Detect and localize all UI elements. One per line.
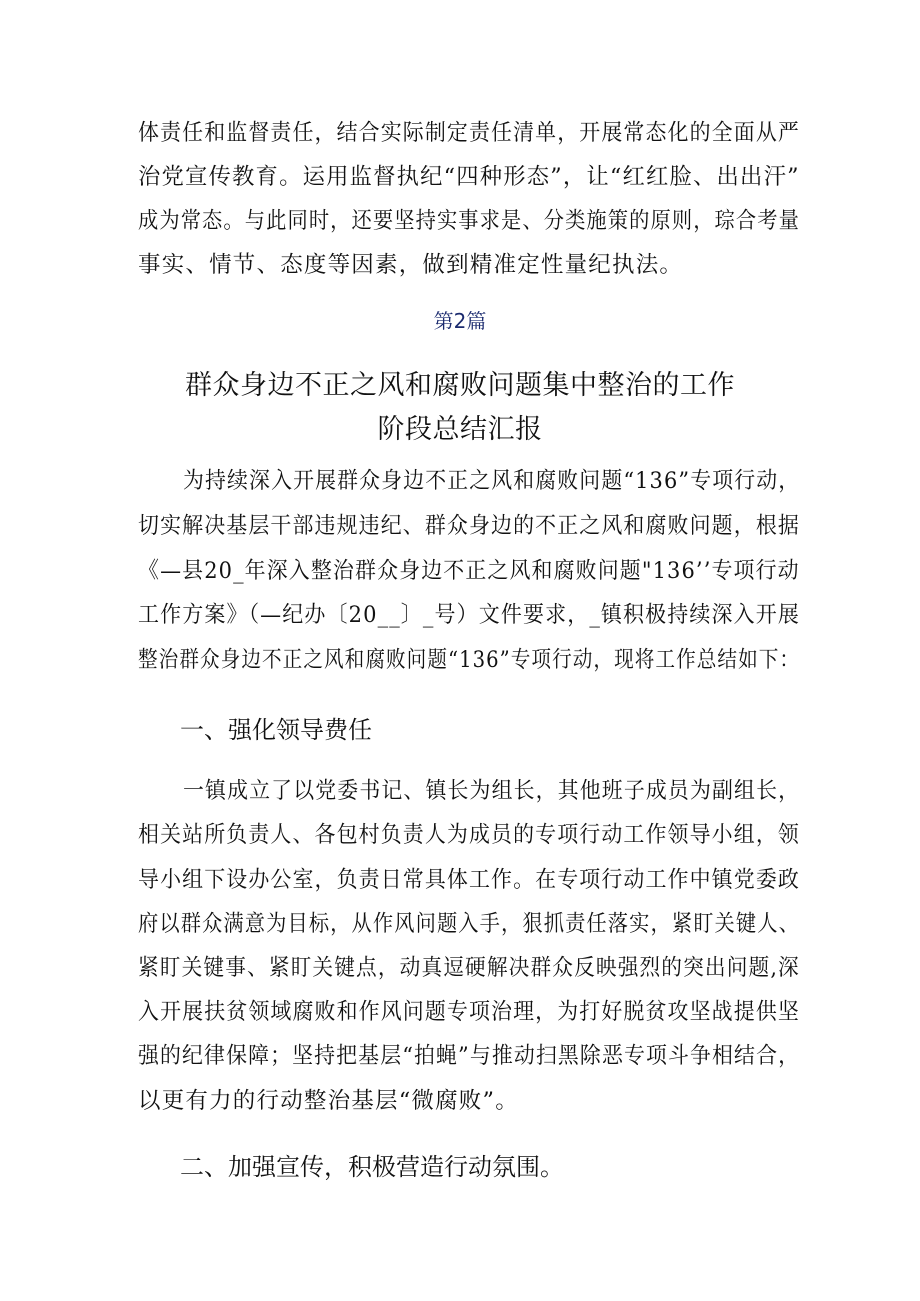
document-title-line-2: 阶段总结汇报 xyxy=(377,414,543,445)
paragraph1-line-5: 紧盯关键事、紧盯关键点，动真逗硬解决群众反映强烈的突出问题,深 xyxy=(138,955,800,981)
paragraph1-line-1: 一镇成立了以党委书记、镇长为组长，其他班子成员为副组长， xyxy=(183,778,801,804)
intro-paragraph-line-5: 整治群众身边不正之风和腐败问题“136”专项行动，现将工作总结如下： xyxy=(138,647,801,673)
top-paragraph-line-3: 成为常态。与此同时，还要坚持实事求是、分类施策的原则，琮合考量 xyxy=(138,208,800,234)
paragraph1-line-2: 相关站所负责人、各包村负责人为成员的专项行动工作领导小组，领 xyxy=(138,822,800,848)
top-paragraph-line-2: 治党宣传教育。运用监督执纪“四种形态”，让“红红脸、出出汗” xyxy=(138,164,800,190)
intro-paragraph-line-2: 切实解决基层干部违规违纪、群众身边的不正之风和腐败问题，根据 xyxy=(138,513,800,539)
intro-paragraph-line-1: 为持续深入开展群众身边不正之风和腐败问题“136”专项行动， xyxy=(183,468,801,494)
section-heading-2: 二、加强宣传，积极营造行动氛围。 xyxy=(180,1153,564,1181)
top-paragraph-line-4: 事实、情节、态度等因素，做到精准定性量纪执法。 xyxy=(138,252,684,278)
section-label: 第2篇 xyxy=(433,309,487,333)
top-paragraph-line-1: 体责任和监督责任，结合实际制定责任清单，开展常态化的全面从严 xyxy=(138,120,800,146)
intro-paragraph-line-4: 工作方案》（—纪办〔20__〕_号）文件要求，_镇积极持续深入开展 xyxy=(138,602,800,628)
paragraph1-line-7: 强的纪律保障；坚持把基层“拍蝇”与推动扫黑除恶专项斗争相结合， xyxy=(138,1043,801,1069)
paragraph1-line-8: 以更有力的行动整治基层“微腐败”。 xyxy=(138,1088,519,1114)
paragraph1-line-4: 府以群众满意为目标，从作风问题入手，狠抓责任落实，紧盯关键人、 xyxy=(138,911,800,937)
document-title-line-1: 群众身边不正之风和腐败问题集中整治的工作 xyxy=(185,370,735,401)
intro-paragraph-line-3: 《—县20_年深入整治群众身边不正之风和腐败问题"136’’专项行动 xyxy=(138,558,800,584)
paragraph1-line-6: 入开展扶贫领域腐败和作风问题专项治理，为打好脱贫攻坚战提供坚 xyxy=(138,999,800,1025)
section-heading-1: 一、强化领导费任 xyxy=(180,716,372,744)
paragraph1-line-3: 导小组下设办公室，负责日常具体工作。在专项行动工作中镇党委政 xyxy=(138,867,800,893)
